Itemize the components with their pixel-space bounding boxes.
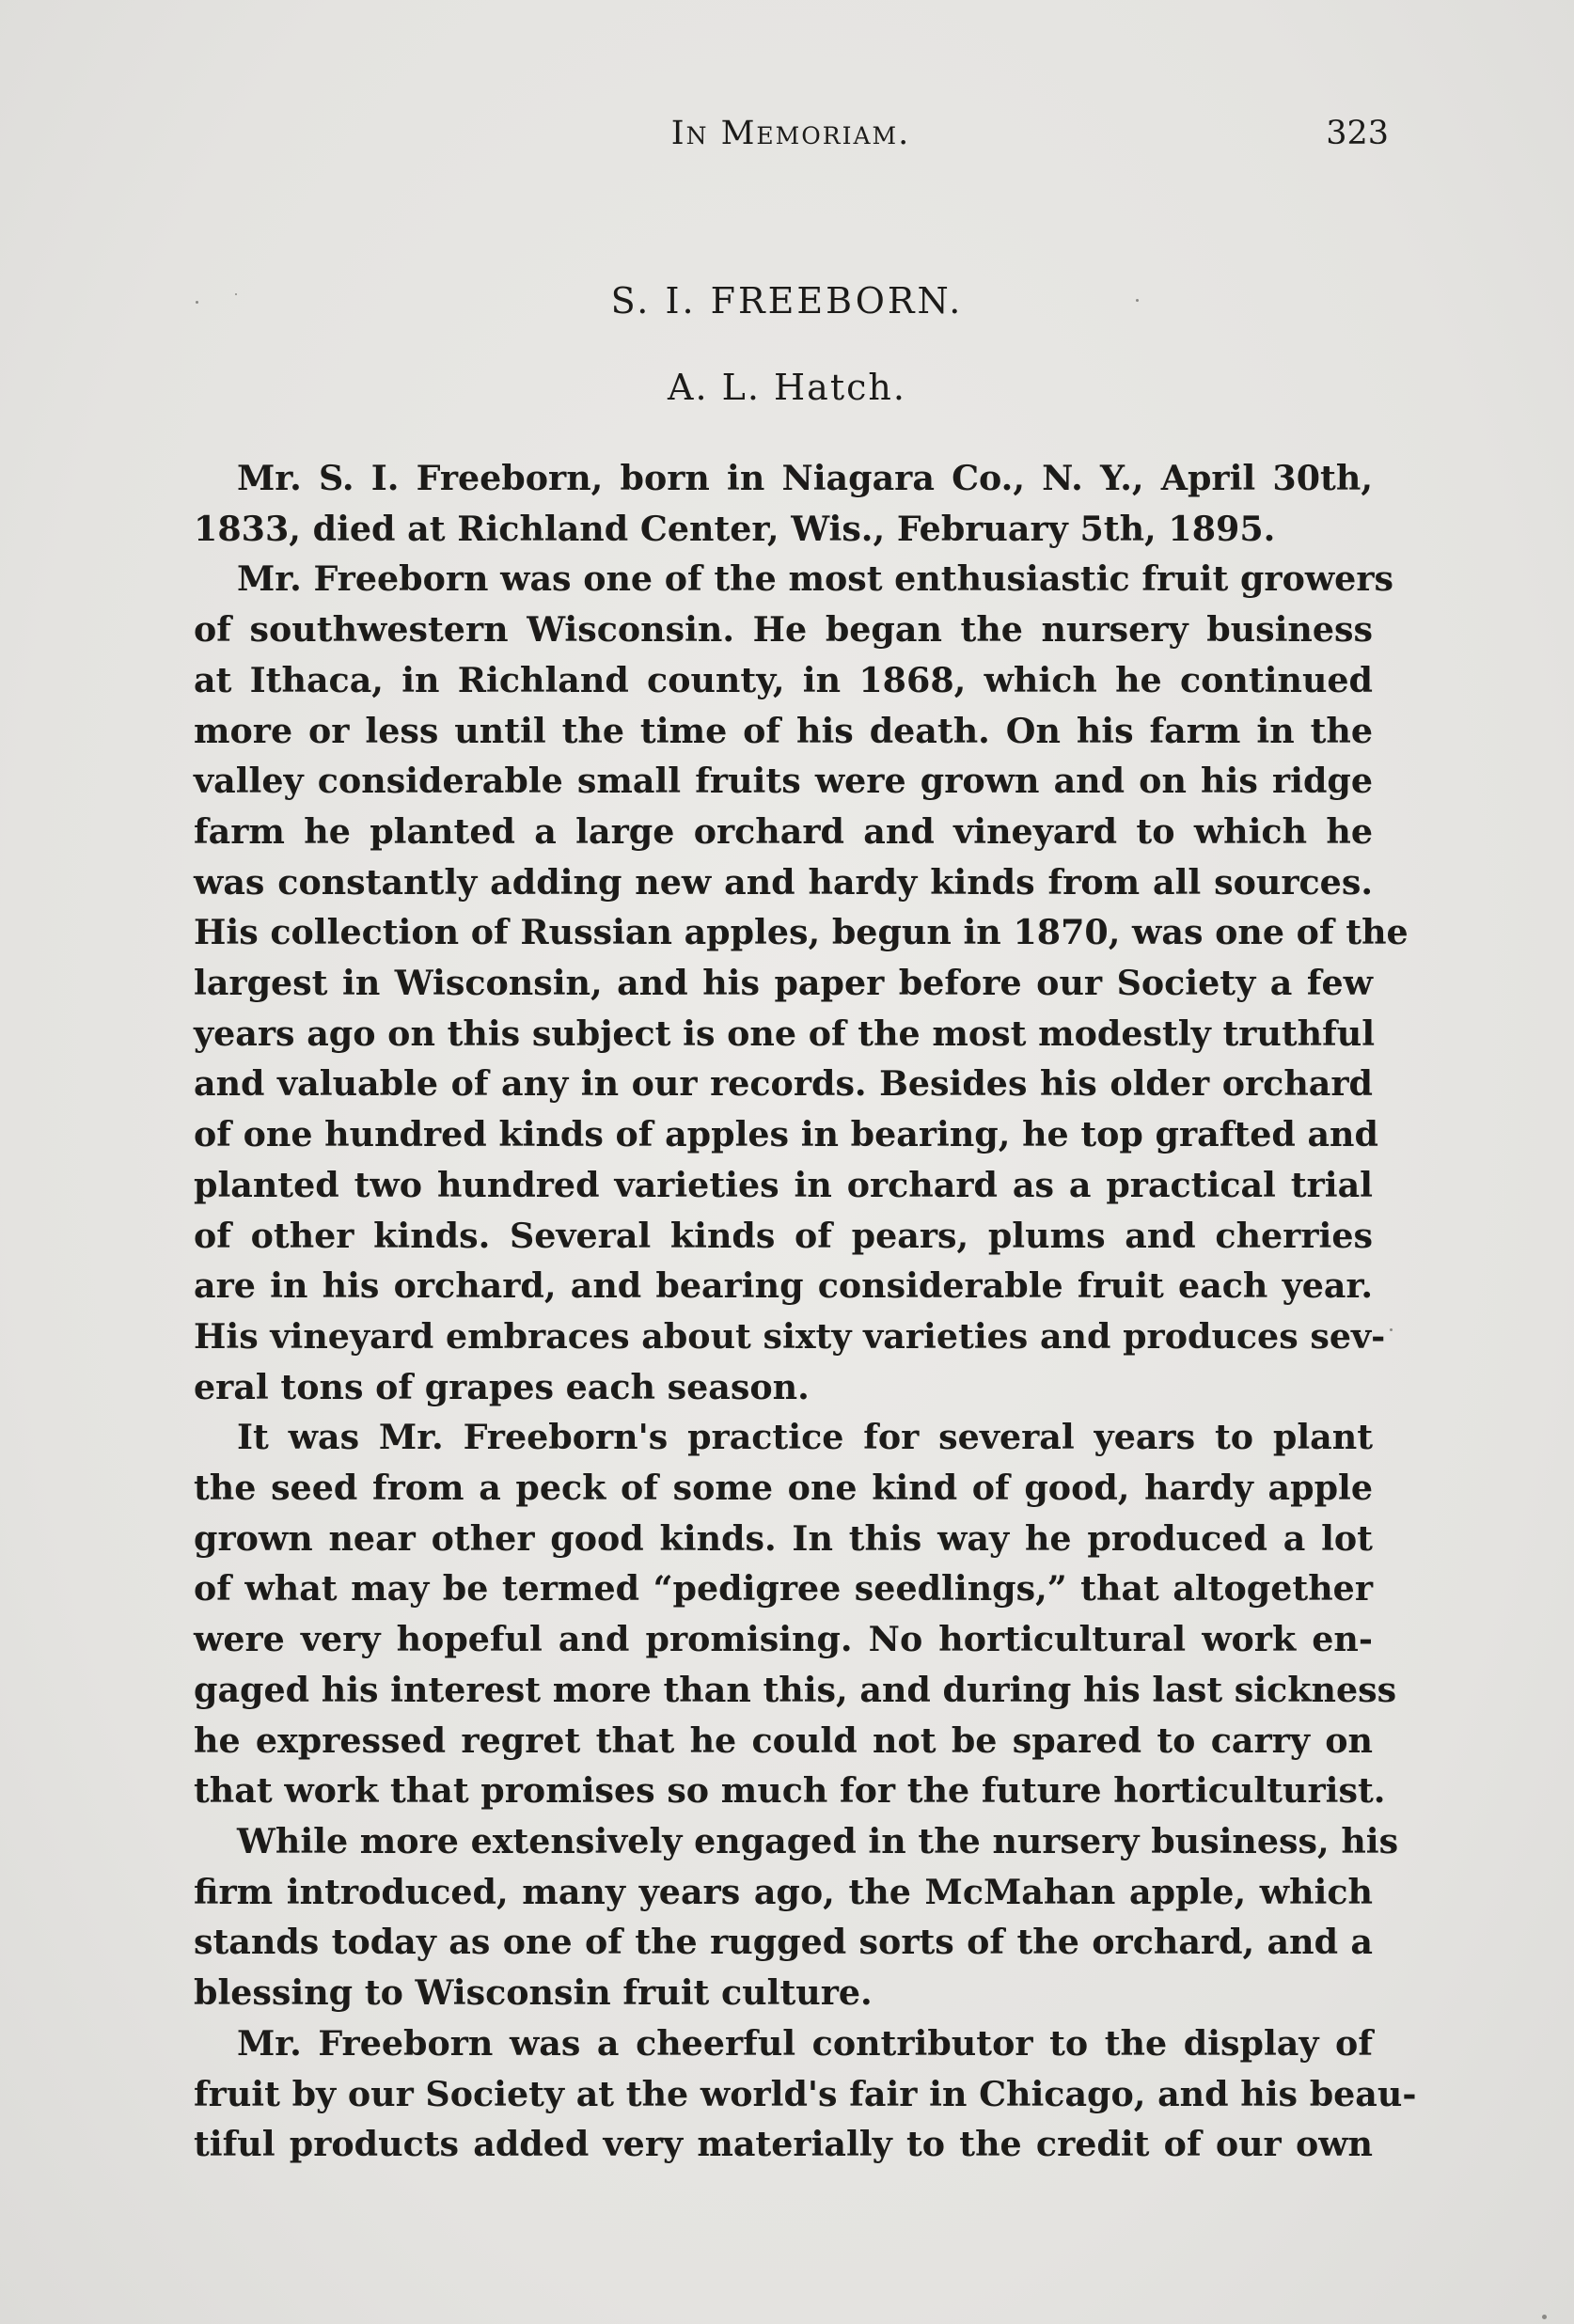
print-speck <box>1390 1328 1393 1331</box>
page-number: 323 <box>1326 115 1389 152</box>
text-line: planted two hundred varieties in orchard as a practical trial <box>194 1164 1373 1205</box>
text-line: and valuable of any in our records. Besides his older orchard <box>194 1063 1373 1105</box>
paragraph <box>194 453 1373 554</box>
text-line: eral tons of grapes each season. <box>194 1366 810 1407</box>
text-line: are in his orchard, and bearing considerable fruit each year. <box>194 1265 1373 1307</box>
paragraph <box>194 1816 1399 2018</box>
running-title: In Memoriam. <box>670 115 911 152</box>
text-line: of one hundred kinds of apples in bearing, he top grafted and <box>194 1114 1378 1155</box>
text-line: It was Mr. Freeborn's practice for several years to plant <box>237 1417 1373 1458</box>
text-line: were very hopeful and promising. No horticultural work en- <box>194 1619 1373 1660</box>
print-speck <box>1542 2315 1547 2319</box>
text-line: at Ithaca, in Richland county, in 1868, which he continued <box>194 659 1373 700</box>
paragraph <box>194 554 1409 1412</box>
print-speck <box>196 301 198 304</box>
text-line: While more extensively engaged in the nursery business, his <box>237 1820 1399 1861</box>
text-line: 1833, died at Richland Center, Wis., February 5th, 1895. <box>194 508 1276 549</box>
article-body <box>194 453 1417 2170</box>
text-line: stands today as one of the rugged sorts of the orchard, and a <box>194 1922 1373 1963</box>
text-line: His vineyard embraces about sixty varieties and produces sev- <box>194 1315 1386 1357</box>
text-line: more or less until the time of his death. On his farm in the <box>194 710 1373 751</box>
text-line: fruit by our Society at the world's fair in Chicago, and his beau- <box>194 2073 1417 2114</box>
text-line: blessing to Wisconsin fruit culture. <box>194 1972 873 2014</box>
text-line: years ago on this subject is one of the most modestly truthful <box>194 1013 1376 1054</box>
text-line: gaged his interest more than this, and during his last sickness <box>194 1669 1397 1710</box>
text-line: he expressed regret that he could not be spared to carry on <box>194 1719 1373 1761</box>
text-line: valley considerable small fruits were grown and on his ridge <box>194 761 1373 802</box>
running-head <box>193 115 1389 162</box>
text-line: of southwestern Wisconsin. He began the nursery business <box>194 609 1373 651</box>
print-speck <box>1136 299 1139 302</box>
article-title: S. I. FREEBORN. <box>610 280 964 322</box>
text-line: largest in Wisconsin, and his paper before our Society a few <box>194 963 1373 1004</box>
text-line: the seed from a peck of some one kind of good, hardy apple <box>194 1468 1373 1509</box>
paragraph <box>194 1412 1397 1816</box>
text-line: that work that promises so much for the future horticulturist. <box>194 1770 1386 1812</box>
article-author: A. L. Hatch. <box>668 367 906 408</box>
print-speck <box>235 293 237 295</box>
text-line: was constantly adding new and hardy kinds from all sources. <box>194 861 1373 903</box>
text-line: Mr. Freeborn was one of the most enthusiastic fruit growers <box>237 558 1393 600</box>
text-line: grown near other good kinds. In this way he produced a lot <box>194 1517 1373 1559</box>
text-line: Mr. S. I. Freeborn, born in Niagara Co., N. Y., April 30th, <box>237 458 1373 498</box>
text-line: Mr. Freeborn was a cheerful contributor to the display of <box>237 2022 1373 2064</box>
text-line: of other kinds. Several kinds of pears, plums and cherries <box>194 1215 1373 1256</box>
text-line: farm he planted a large orchard and vineyard to which he <box>194 810 1373 852</box>
text-line: His collection of Russian apples, begun in 1870, was one of the <box>194 912 1409 953</box>
paragraph <box>194 2018 1417 2170</box>
text-line: firm introduced, many years ago, the McMahan apple, which <box>194 1871 1373 1912</box>
text-line: tiful products added very materially to the credit of our own <box>194 2124 1373 2165</box>
text-line: of what may be termed “pedigree seedlings,” that altogether <box>194 1568 1373 1610</box>
